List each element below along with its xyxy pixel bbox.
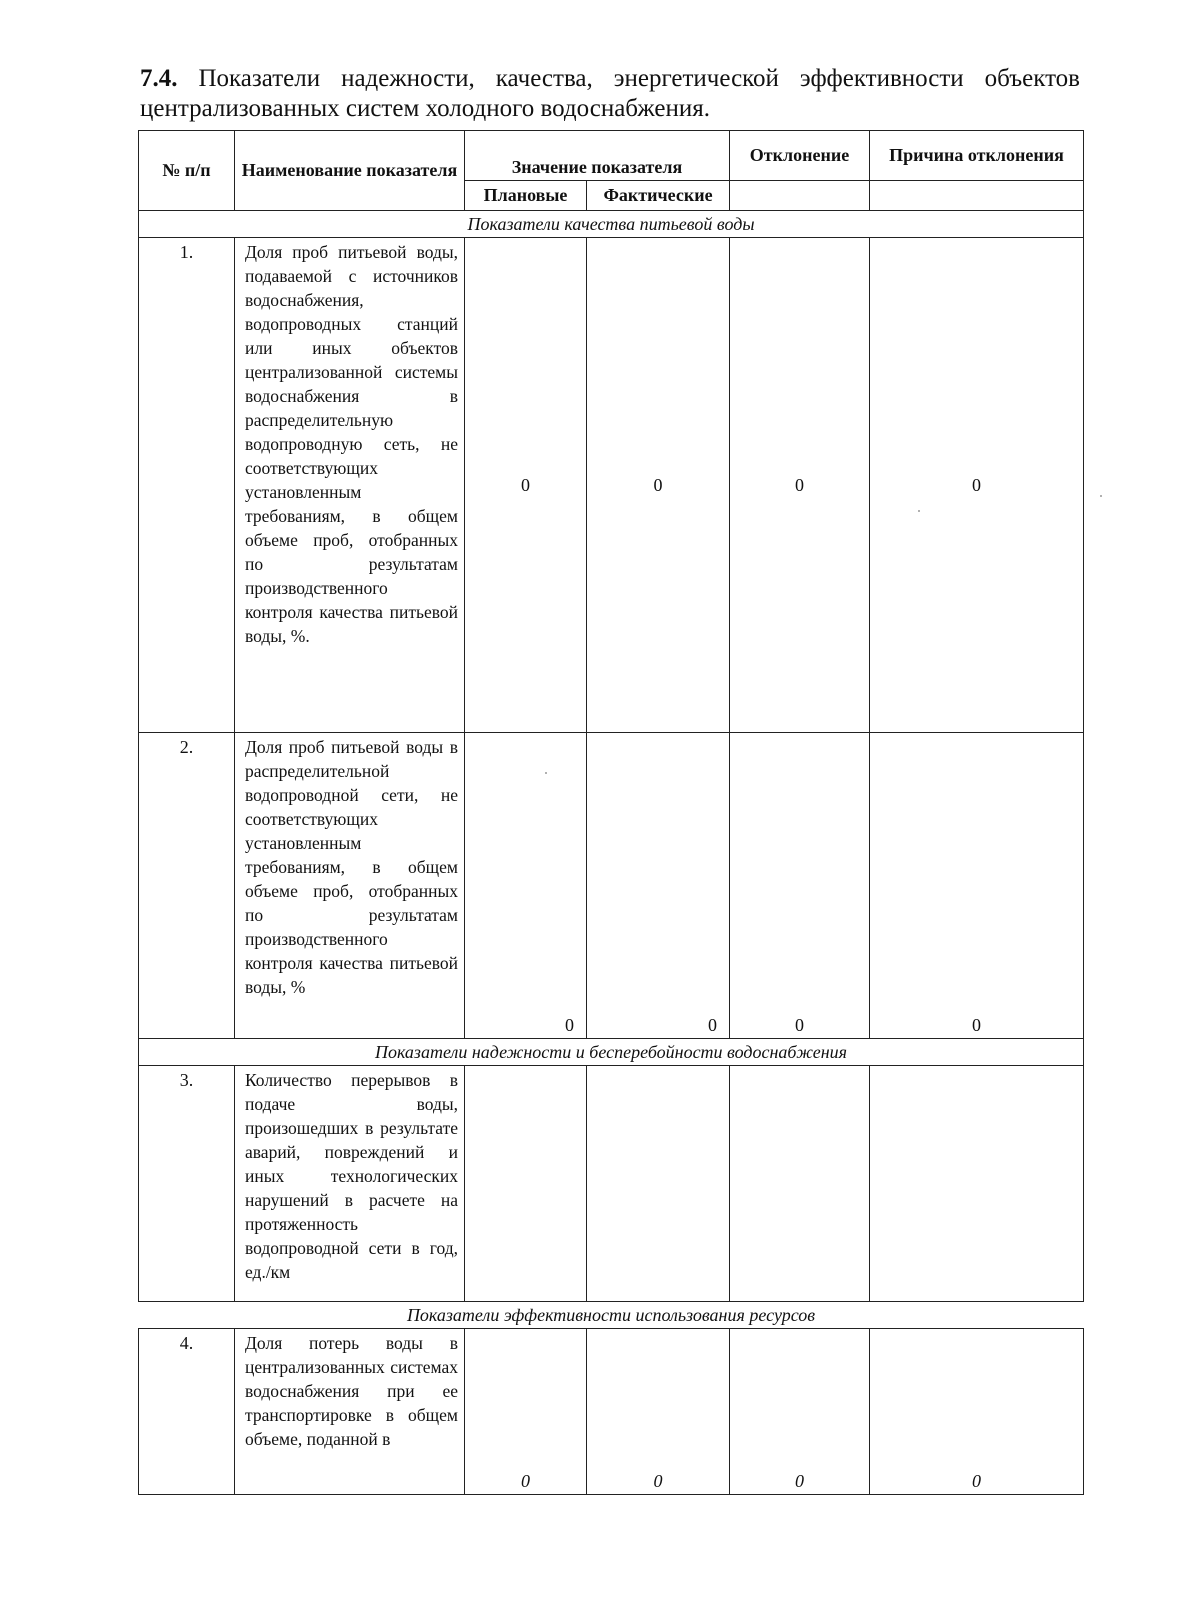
planned-value: 0	[465, 1329, 587, 1495]
header-row-1	[139, 131, 1084, 181]
header-name: Наименование показателя	[235, 131, 465, 211]
reason-value: 0	[870, 238, 1084, 733]
deviation-value: 0	[730, 238, 870, 733]
section-title: Показатели эффективности использования ресурсов	[139, 1302, 1084, 1329]
section-title: Показатели качества питьевой воды	[139, 211, 1084, 238]
actual-value	[587, 1066, 730, 1302]
table-row	[139, 733, 1084, 1039]
planned-value: 0	[465, 733, 587, 1039]
section-number: 7.4.	[140, 65, 178, 92]
row-number: 1.	[139, 238, 235, 733]
actual-value: 0	[587, 733, 730, 1039]
row-number: 4.	[139, 1329, 235, 1495]
header-actual: Фактические	[587, 181, 730, 211]
section-row	[139, 211, 1084, 238]
reason-value	[870, 1066, 1084, 1302]
scan-speck	[545, 772, 547, 774]
row-number: 2.	[139, 733, 235, 1039]
indicators-table	[138, 130, 1084, 1495]
deviation-value: 0	[730, 1329, 870, 1495]
section-title: Показатели надежности и бесперебойности водоснабжения	[139, 1039, 1084, 1066]
section-row	[139, 1039, 1084, 1066]
actual-value: 0	[587, 238, 730, 733]
table-row	[139, 1329, 1084, 1495]
section-row	[139, 1302, 1084, 1329]
indicator-name: Доля проб питьевой воды, подаваемой с источников водоснабжения, водопроводных станций или иных объектов централизованной системы водоснабжения в распределительную водопроводную сеть, не соответствующих установленным требованиям, в общем объеме проб, отобранных по результатам производственного контроля качества питьевой воды, %.	[235, 238, 465, 733]
deviation-value	[730, 1066, 870, 1302]
section-heading	[140, 64, 1080, 124]
indicator-name: Доля потерь воды в централизованных системах водоснабжения при ее транспортировке в общем объеме, поданной в	[235, 1329, 465, 1495]
header-planned: Плановые	[465, 181, 587, 211]
planned-value	[465, 1066, 587, 1302]
header-deviation: Отклонение	[730, 131, 870, 181]
indicator-name: Количество перерывов в подаче воды, произошедших в результате аварий, повреждений и иных технологических нарушений в расчете на протяженность водопроводной сети в год, ед./км	[235, 1066, 465, 1302]
reason-value: 0	[870, 1329, 1084, 1495]
row-number: 3.	[139, 1066, 235, 1302]
header-reason-empty	[870, 181, 1084, 211]
header-deviation-empty	[730, 181, 870, 211]
actual-value: 0	[587, 1329, 730, 1495]
header-value: Значение показателя	[465, 131, 730, 181]
scan-speck	[918, 510, 920, 512]
planned-value: 0	[465, 238, 587, 733]
header-num: № п/п	[139, 131, 235, 211]
header-reason: Причина отклонения	[870, 131, 1084, 181]
scan-speck	[1100, 495, 1102, 497]
indicator-name: Доля проб питьевой воды в распределительной водопроводной сети, не соответствующих установленным требованиям, в общем объеме проб, отобранных по результатам производственного контроля качества питьевой воды, %	[235, 733, 465, 1039]
reason-value: 0	[870, 733, 1084, 1039]
deviation-value: 0	[730, 733, 870, 1039]
table-row	[139, 238, 1084, 733]
table-row	[139, 1066, 1084, 1302]
section-title: Показатели надежности, качества, энергетической эффективности объектов централизованных систем холодного водоснабжения.	[140, 65, 1080, 122]
